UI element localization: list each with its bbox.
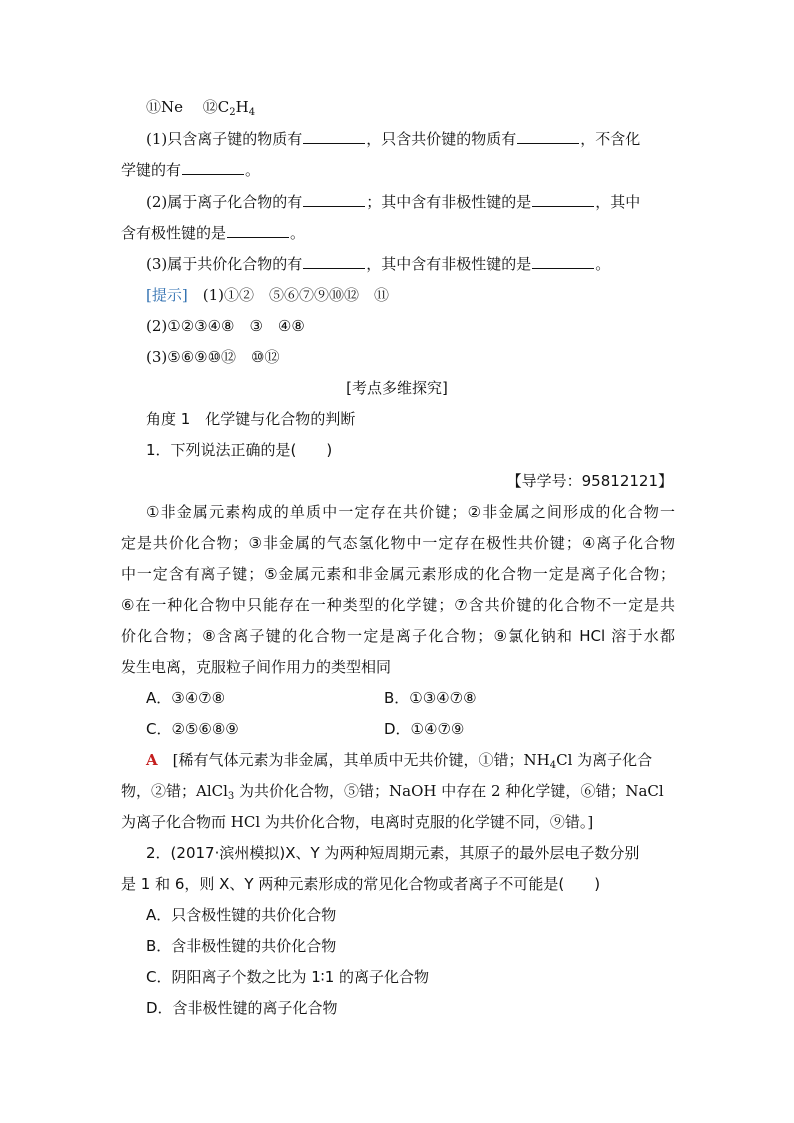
- answer-blank: [532, 254, 594, 269]
- q2-option-c: C．阴阳离子个数之比为 1∶1 的离子化合物: [146, 968, 430, 986]
- question-1-body-line: ①非金属元素构成的单质中一定存在共价键；②非金属之间形成的化合物一: [146, 503, 675, 521]
- explanation-line-1: A [稀有气体元素为非金属，其单质中无共价键，①错；$NH_4Cl$ 为离子化合: [146, 751, 653, 771]
- hint-tag: [提示]: [146, 286, 188, 304]
- hint-answer-1: (1)①② ⑤⑥⑦⑨⑩⑫ ⑪: [202, 286, 389, 304]
- explanation-line-2: 物，②错；AlCl$_3$ 为共价化合物，⑤错；NaOH 中存在 2 种化学键，⑥错；NaCl: [121, 782, 664, 802]
- subquestion-1-line-2: 学键的有 。: [121, 161, 261, 179]
- hint-line-1: [146, 285, 389, 305]
- subquestion-2-line-1: (2)属于离子化合物的有 ；其中含有非极性键的是 ，其中: [146, 193, 641, 211]
- answer-letter: A: [146, 751, 158, 769]
- section-title: [考点多维探究]: [346, 379, 448, 397]
- species-12: $⑫C_2H_4$: [202, 98, 256, 118]
- answer-blank: [303, 254, 365, 269]
- hint-line-3: (3)⑤⑥⑨⑩⑫ ⑩⑫: [146, 348, 280, 366]
- subquestion-3-line: (3)属于共价化合物的有 ，其中含有非极性键的是 。: [146, 255, 611, 273]
- answer-blank: [182, 160, 244, 175]
- question-1-body-line: 价化合物；⑧含离子键的化合物一定是离子化合物；⑨氯化钠和 HCl 溶于水都: [121, 627, 675, 645]
- guide-number: 【导学号：95812121】: [506, 472, 673, 490]
- explanation-line-3: 为离子化合物而 HCl 为共价化合物，电离时克服的化学键不同，⑨错。]: [121, 813, 594, 831]
- option-c: C．②⑤⑥⑧⑨: [146, 720, 239, 738]
- q2-option-b: B．含非极性键的共价化合物: [146, 937, 337, 955]
- hint-line-2: (2)①②③④⑧ ③ ④⑧: [146, 317, 305, 335]
- option-b: B．①③④⑦⑧: [384, 689, 477, 707]
- question-1-body-line: ⑥在一种化合物中只能存在一种类型的化学键；⑦含共价键的化合物不一定是共: [121, 596, 675, 614]
- intro-species-line: [146, 97, 255, 117]
- option-d: D．①④⑦⑨: [384, 720, 465, 738]
- question-1-stem: 1．下列说法正确的是( ): [146, 441, 333, 459]
- question-1-body-line: 定是共价化合物；③非金属的气态氢化物中一定存在极性共价键；④离子化合物: [121, 534, 675, 552]
- answer-blank: [227, 223, 289, 238]
- option-a: A．③④⑦⑧: [146, 689, 226, 707]
- answer-blank: [532, 192, 594, 207]
- species-11: ⑪Ne: [146, 98, 184, 116]
- question-2-stem-line-1: 2．(2017·滨州模拟)X、Y 为两种短周期元素，其原子的最外层电子数分别: [146, 844, 640, 862]
- answer-blank: [517, 129, 579, 144]
- angle-title: 角度 1 化学键与化合物的判断: [146, 410, 356, 428]
- question-2-stem-line-2: 是 1 和 6，则 X、Y 两种元素形成的常见化合物或者离子不可能是( ): [121, 875, 601, 893]
- q2-option-d: D．含非极性键的离子化合物: [146, 999, 338, 1017]
- q2-option-a: A．只含极性键的共价化合物: [146, 906, 337, 924]
- question-1-body-line: 中一定含有离子键；⑤金属元素和非金属元素形成的化合物一定是离子化合物；: [121, 565, 675, 583]
- subquestion-2-line-2: 含有极性键的是 。: [121, 224, 306, 242]
- subquestion-1-line-1: (1)只含离子键的物质有 ，只含共价键的物质有 ，不含化: [146, 130, 641, 148]
- question-1-body-line: 发生电离，克服粒子间作用力的类型相同: [121, 658, 392, 676]
- answer-blank: [303, 192, 365, 207]
- answer-blank: [303, 129, 365, 144]
